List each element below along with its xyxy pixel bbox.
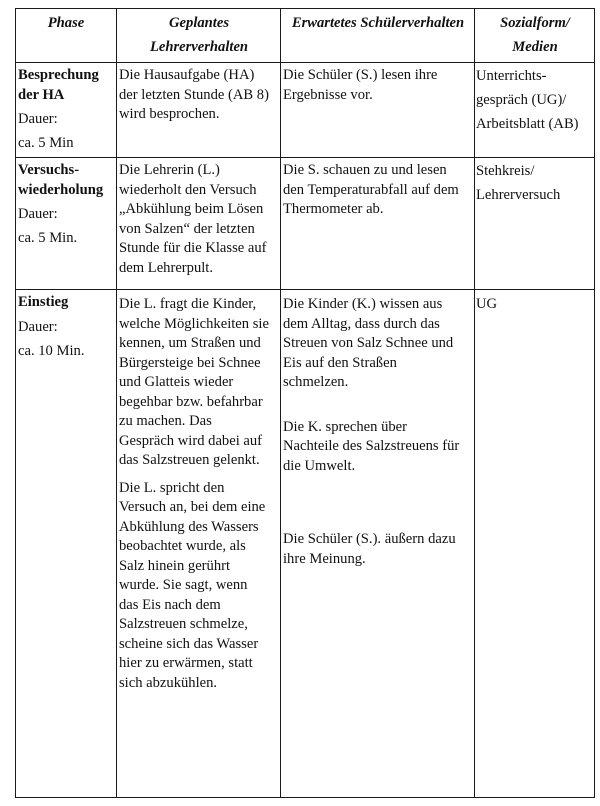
social-form-cell: Unterrichts- gespräch (UG)/ Arbeitsblatt (AB) <box>476 68 579 132</box>
header-schuelerverhalten: Erwartetes Schülerverhalten <box>291 15 465 31</box>
phase-title: Einstieg <box>18 294 69 310</box>
duration-value: ca. 5 Min. <box>18 230 78 246</box>
student-paragraph: Die K. sprechen über Nachteile des Salzstreuens für die Umwelt. <box>283 418 460 474</box>
table-border-left <box>15 8 16 798</box>
row-divider-2 <box>15 289 595 290</box>
duration-label: Dauer: <box>18 206 58 222</box>
phase-title: Besprechung der HA <box>18 67 99 103</box>
lesson-plan-table <box>15 8 595 798</box>
teacher-behavior-cell: Die Lehrerin (L.) wiederholt den Versuch „Abkühlung beim Lösen von Salzen“ der letzten Stunde für die Klasse auf dem Lehrerpult. <box>119 162 267 276</box>
student-behavior-cell <box>283 295 475 569</box>
phase-cell <box>18 293 115 363</box>
header-phase: Phase <box>47 15 85 31</box>
teacher-behavior-cell <box>119 295 281 693</box>
duration-label: Dauer: <box>18 318 58 335</box>
duration-value: ca. 5 Min <box>18 135 74 151</box>
teacher-paragraph: Die L. spricht den Versuch an, bei dem eine Abkühlung des Wassers beobachtet wurde, als Salz hinein gerührt wurde. Sie sagt, wenn das Eis nach dem Salzstreuen schmelze, scheine sich das Wasser hier zu erwärmen, statt sich abzukühlen. <box>119 479 266 691</box>
phase-cell <box>18 66 115 155</box>
column-divider-1 <box>116 8 117 798</box>
duration-label: Dauer: <box>18 111 58 127</box>
teacher-behavior-cell: Die Hausaufgabe (HA) der letzten Stunde (AB 8) wird besprochen. <box>119 67 269 122</box>
social-form-cell: UG <box>476 296 498 312</box>
table-border-top <box>15 8 595 9</box>
student-behavior-cell: Die Schüler (S.) lesen ihre Ergebnisse vor. <box>283 67 438 103</box>
header-lehrerverhalten: Geplantes Lehrerverhalten <box>149 15 249 55</box>
phase-cell <box>18 161 115 250</box>
duration-value: ca. 10 Min. <box>18 342 85 359</box>
table-border-bottom <box>15 797 595 798</box>
student-paragraph: Die Schüler (S.). äußern dazu ihre Meinung. <box>283 531 456 567</box>
student-paragraph: Die Kinder (K.) wissen aus dem Alltag, dass durch das Streuen von Salz Schnee und Eis auf den Straßen schmelzen. <box>283 296 454 390</box>
phase-title: Versuchs- wiederholung <box>18 162 104 198</box>
header-sozialform-medien: Sozialform/ Medien <box>500 15 570 55</box>
student-behavior-cell: Die S. schauen zu und lesen den Temperaturabfall auf dem Thermometer ab. <box>283 162 459 217</box>
social-form-cell: Stehkreis/ Lehrerversuch <box>476 163 561 203</box>
teacher-paragraph: Die L. fragt die Kinder, welche Möglichkeiten sie kennen, um Straßen und Bürgersteige bei Schnee und Glatteis wieder begehbar bzw. befahrbar zu machen. Das Gespräch wird dabei auf das Salzstreuen gelenkt. <box>119 296 269 468</box>
